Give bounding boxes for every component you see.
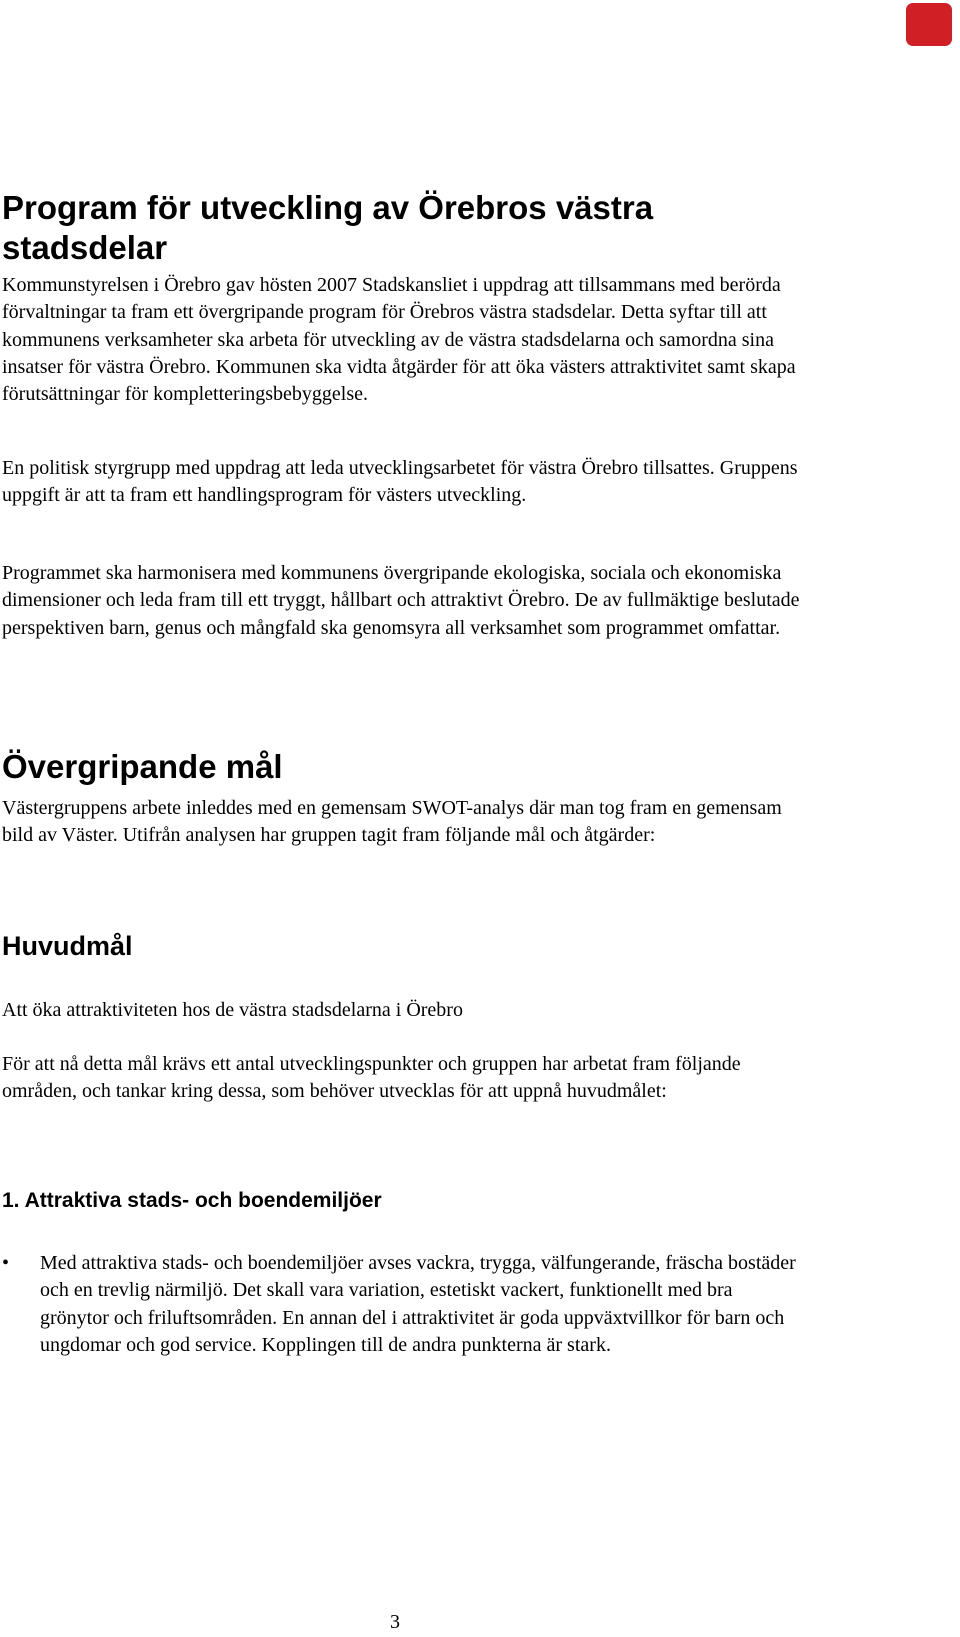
main-goal-statement: Att öka attraktiviteten hos de västra stadsdelarna i Örebro bbox=[2, 999, 463, 1021]
intro-paragraph-1: Kommunstyrelsen i Örebro gav hösten 2007 Stadskansliet i uppdrag att tillsammans med berörda förvaltningar ta fram ett övergripande program för Örebros västra stadsdelar. Detta syftar till att kommunens verksamheter ska arbeta för utveckling av de västra stadsdelarna och samordna sina insatser för västra Örebro. Kommunen ska vidta åtgärder för att öka västers attraktivitet samt skapa förutsättningar för kompletteringsbebyggelse. bbox=[2, 274, 796, 406]
section-heading-point-1: 1. Attraktiva stads- och boendemiljöer bbox=[2, 1189, 382, 1212]
intro-paragraph-2: En politisk styrgrupp med uppdrag att leda utvecklingsarbetet för västra Örebro tillsattes. Gruppens uppgift är att ta fram ett handlingsprogram för västers utveckling. bbox=[2, 457, 798, 507]
page-number: 3 bbox=[390, 1611, 400, 1633]
section-heading-goals: Övergripande mål bbox=[2, 748, 283, 785]
red-corner-mark bbox=[906, 3, 952, 46]
bullet-icon: • bbox=[2, 1252, 10, 1274]
intro-paragraph-3: Programmet ska harmonisera med kommunens övergripande ekologiska, sociala och ekonomiska dimensioner och leda fram till ett tryggt, hållbart och attraktivt Örebro. De av fullmäktige beslutade perspektiven barn, genus och mångfald ska genomsyra all verksamhet som programmet omfattar. bbox=[2, 562, 800, 639]
document-title: Program för utveckling av Örebros västra stadsdelar bbox=[2, 189, 654, 266]
list-item-text: Med attraktiva stads- och boendemiljöer avses vackra, trygga, välfungerande, fräscha bostäder och en trevlig närmiljö. Det skall vara variation, estetiskt vackert, funktionellt med bra grönytor och friluftsområden. En annan del i attraktivitet är goda uppväxtvillkor för barn och ungdomar och god service. Kopplingen till de andra punkterna är stark. bbox=[40, 1252, 796, 1356]
section-heading-main-goal: Huvudmål bbox=[2, 931, 133, 961]
goals-paragraph: Västergruppens arbete inleddes med en gemensam SWOT-analys där man tog fram en gemensam bild av Väster. Utifrån analysen har gruppen tagit fram följande mål och åtgärder: bbox=[2, 797, 782, 847]
main-goal-paragraph: För att nå detta mål krävs ett antal utvecklingspunkter och gruppen har arbetat fram följande områden, och tankar kring dessa, som behöver utvecklas för att uppnå huvudmålet: bbox=[2, 1053, 741, 1103]
